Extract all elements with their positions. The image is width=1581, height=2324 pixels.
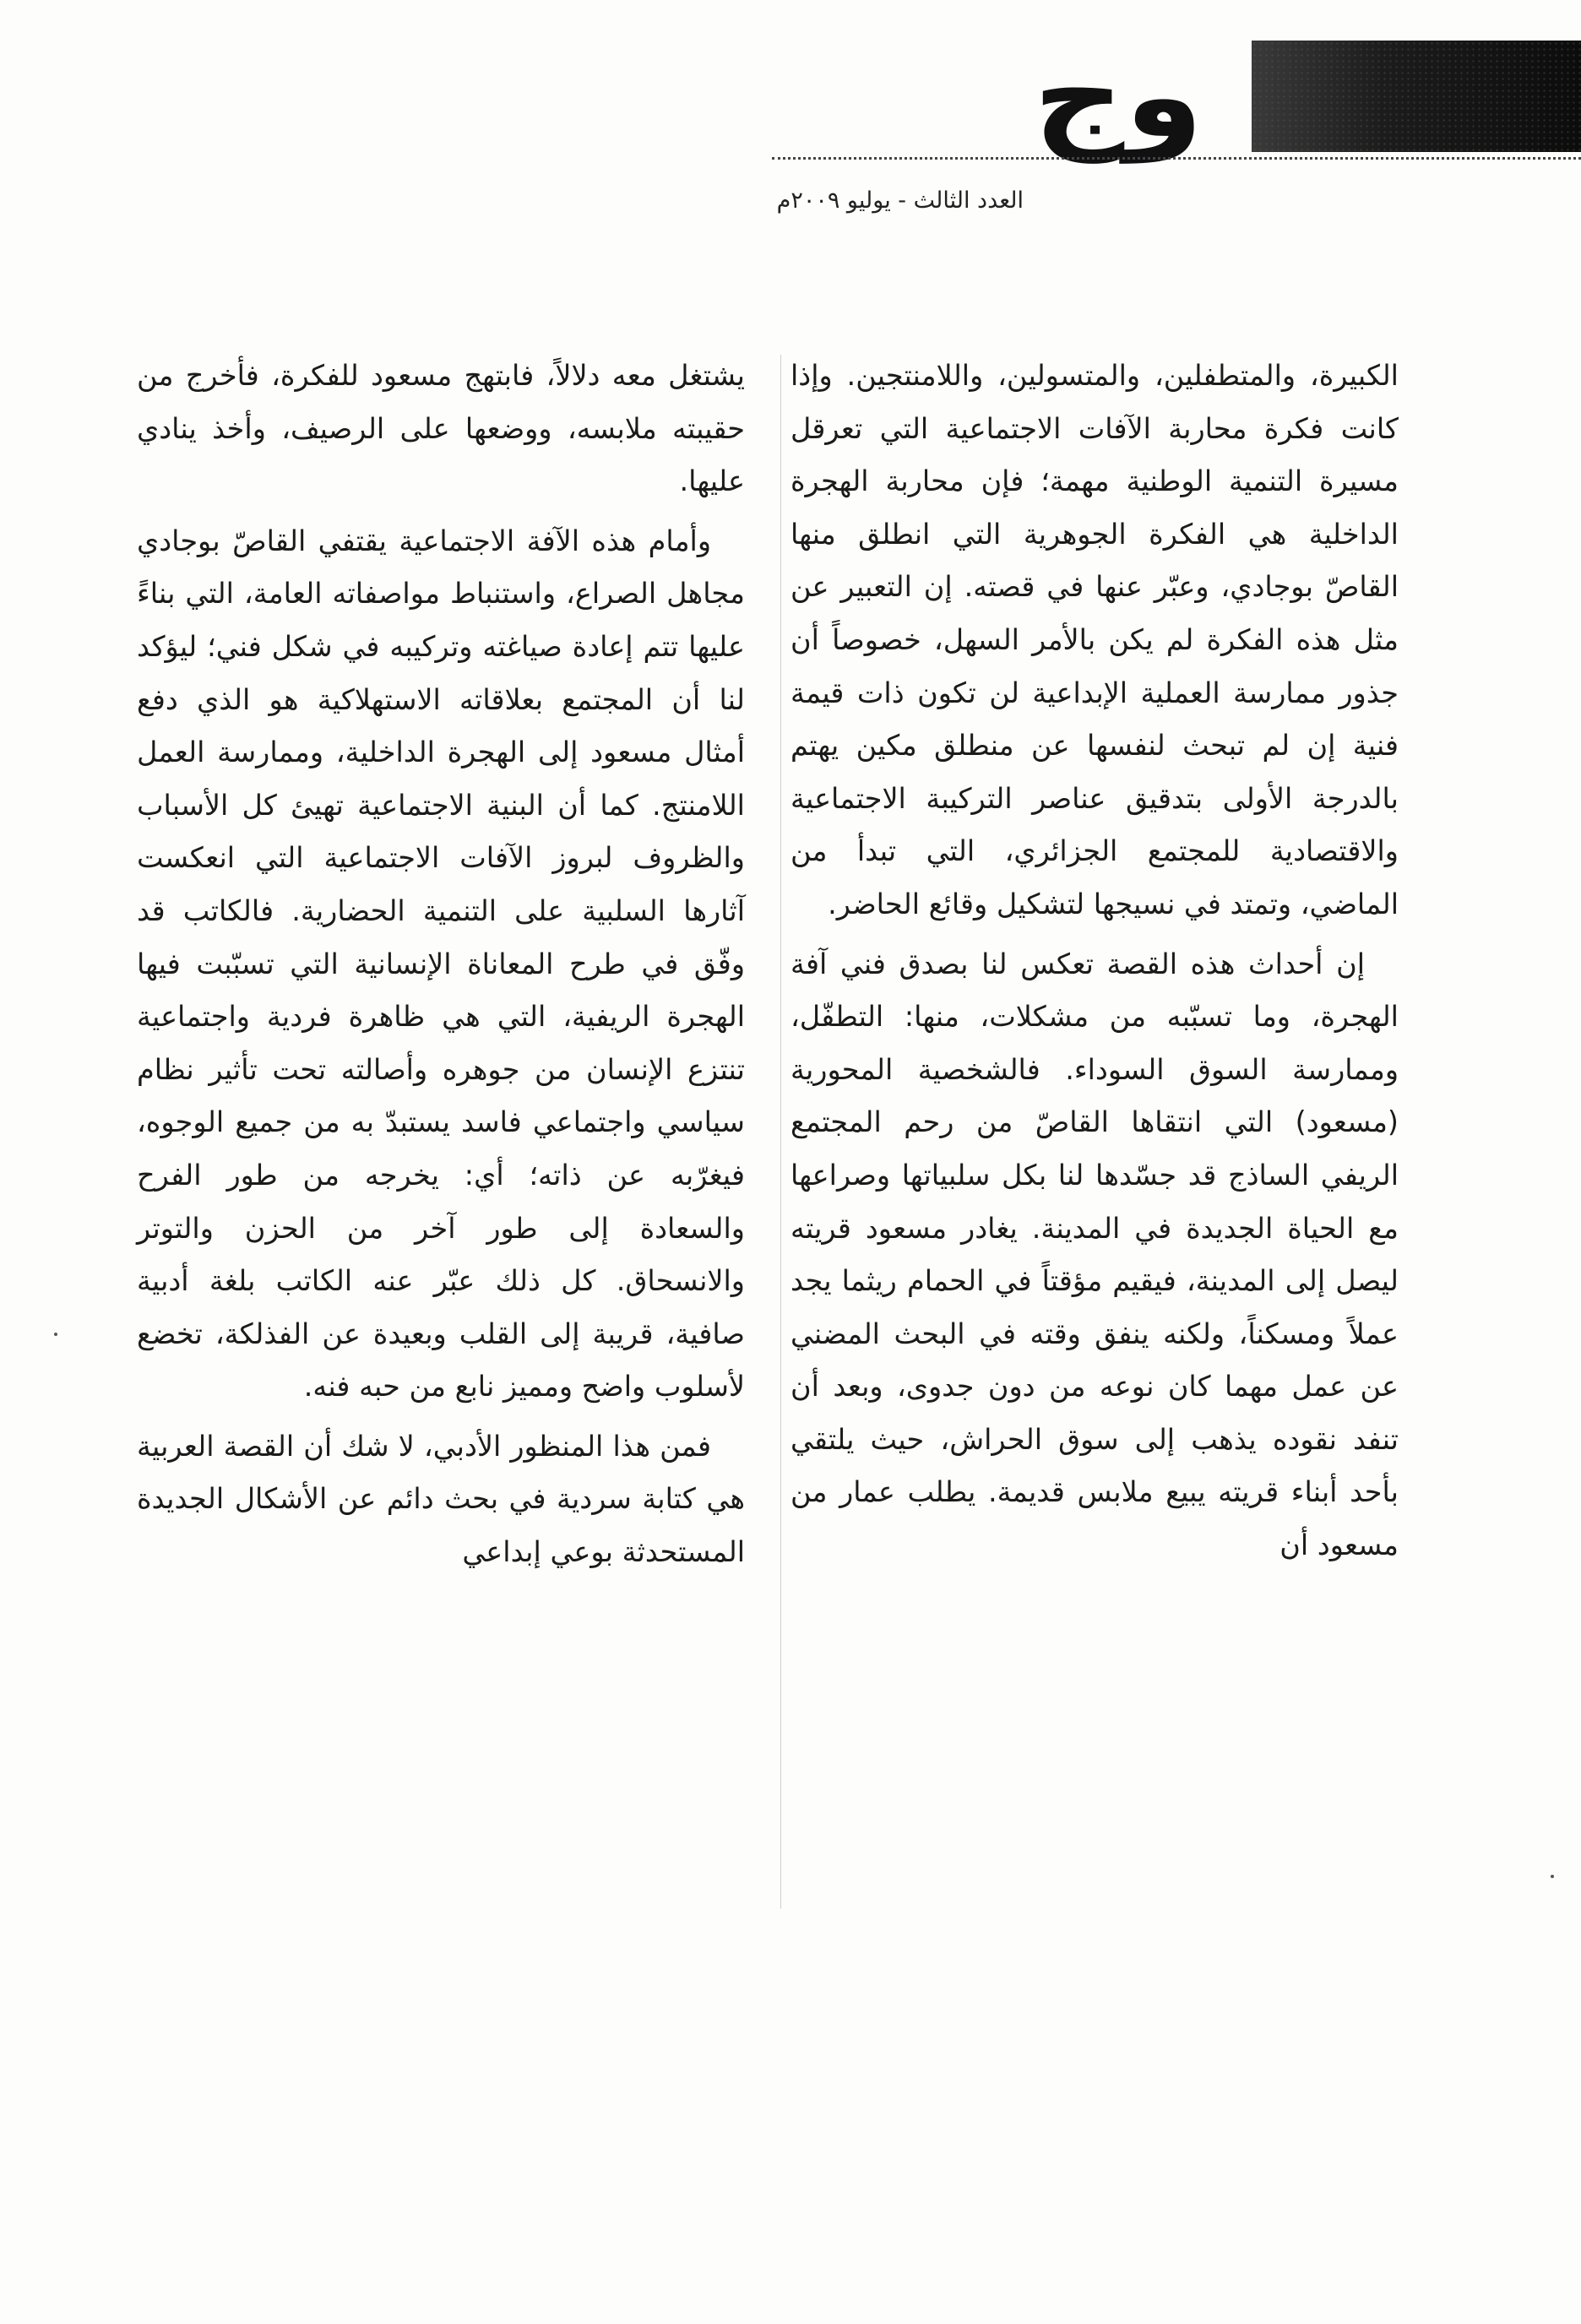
masthead-band: [1252, 41, 1581, 152]
text-column-right: [790, 350, 1399, 1579]
scan-speck: [1551, 1875, 1554, 1878]
paragraph: إن أحداث هذه القصة تعكس لنا بصدق فني آفة الهجرة، وما تسبّبه من مشكلات، منها: التطفّل، وممارسة السوق السوداء. فالشخصية المحورية (مسعود) التي انتقاها القاصّ من رحم المجتمع الريفي الساذج قد جسّدها لنا بكل سلبياتها وصراعها مع الحياة الجديدة في المدينة. يغادر مسعود قريته ليصل إلى المدينة، فيقيم مؤقتاً في الحمام ريثما يجد عملاً ومسكناً، ولكنه ينفق وقته في البحث المضني عن عمل مهما كان نوعه من دون جدوى، وبعد أن تنفد نقوده يذهب إلى سوق الحراش، حيث يلتقي بأحد أبناء قريته يبيع ملابس قديمة. يطلب عمار من مسعود أن: [790, 947, 1399, 1562]
scan-speck: [54, 1333, 57, 1336]
paragraph: يشتغل معه دلالاً، فابتهج مسعود للفكرة، فأخرج من حقيبته ملابسه، ووضعها على الرصيف، وأخذ ينادي عليها.: [137, 359, 745, 498]
header-rule: [772, 157, 1581, 160]
paragraph: وأمام هذه الآفة الاجتماعية يقتفي القاصّ بوجادي مجاهل الصراع، واستنباط مواصفاته العامة، التي بناءً عليها تتم إعادة صياغته وتركيبه في شكل فني؛ ليؤكد لنا أن المجتمع بعلاقاته الاستهلاكية هو الذي دفع أمثال مسعود إلى الهجرة الداخلية، وممارسة العمل اللامنتج. كما أن البنية الاجتماعية تهيئ كل الأسباب والظروف لبروز الآفات الاجتماعية التي انعكست آثارها السلبية على التنمية الحضارية. فالكاتب قد وفّق في طرح المعاناة الإنسانية التي تسبّبت فيها الهجرة الريفية، التي هي ظاهرة فردية واجتماعية تنتزع الإنسان من جوهره وأصالته تحت تأثير نظام سياسي واجتماعي فاسد يستبدّ به من جميع الوجوه، فيغرّبه عن ذاته؛ أي: يخرجه من طور الفرح والسعادة إلى طور آخر من الحزن والتوتر والانسحاق. كل ذلك عبّر عنه الكاتب بلغة أدبية صافية، قريبة إلى القلب وبعيدة عن الفذلكة، تخضع لأسلوب واضح ومميز نابع من حبه فنه.: [137, 524, 745, 1404]
column-divider: [780, 355, 781, 1909]
issue-info: العدد الثالث - يوليو ٢٠٠٩م: [776, 187, 1024, 214]
paragraph: الكبيرة، والمتطفلين، والمتسولين، واللامنتجين. وإذا كانت فكرة محاربة الآفات الاجتماعية التي تعرقل مسيرة التنمية الوطنية مهمة؛ فإن محاربة الهجرة الداخلية هي الفكرة الجوهرية التي انطلق منها القاصّ بوجادي، وعبّر عنها في قصته. إن التعبير عن مثل هذه الفكرة لم يكن بالأمر السهل، خصوصاً أن جذور ممارسة العملية الإبداعية لن تكون ذات قيمة فنية إن لم تبحث لنفسها عن منطلق مكين يهتم بالدرجة الأولى بتدقيق عناصر التركيبة الاجتماعية والاقتصادية للمجتمع الجزائري، التي تبدأ من الماضي، وتمتد في نسيجها لتشكيل وقائع الحاضر.: [790, 359, 1399, 920]
magazine-logo: [992, 30, 1245, 164]
logo-text: وج: [1033, 30, 1203, 164]
paragraph: فمن هذا المنظور الأدبي، لا شك أن القصة العربية هي كتابة سردية في بحث دائم عن الأشكال الجديدة المستحدثة بوعي إبداعي: [137, 1429, 745, 1569]
text-column-left: [137, 350, 745, 1586]
